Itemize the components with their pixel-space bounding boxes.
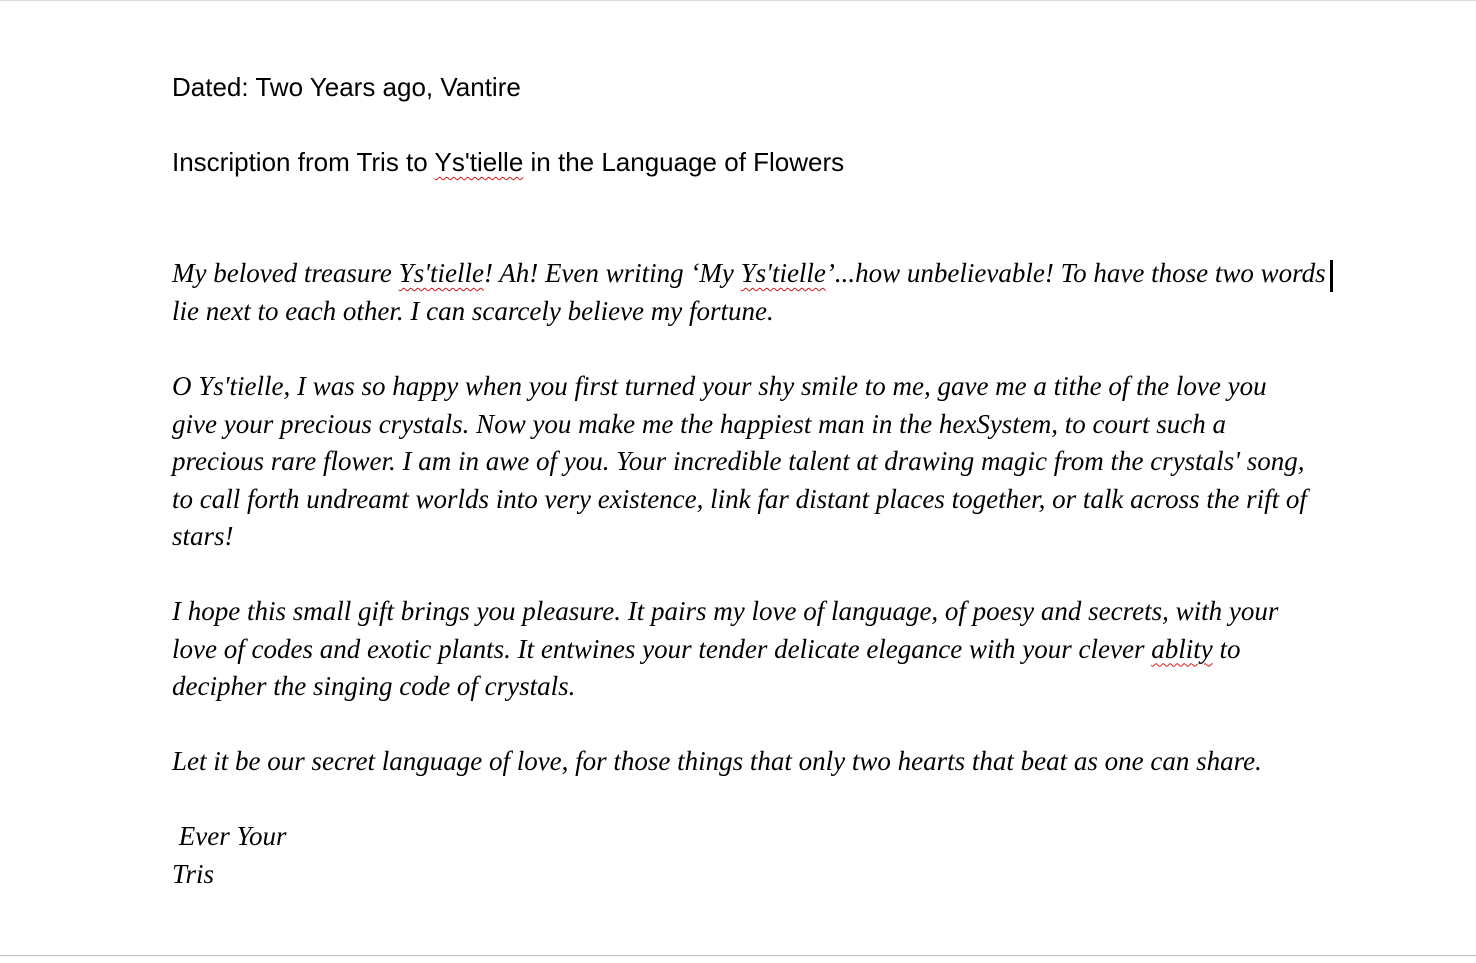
letter-text: to (1212, 633, 1241, 664)
letter-paragraph-2 (172, 368, 1307, 556)
letter-text: love of codes and exotic plants. It entwines your tender delicate elegance with your clever (172, 633, 1152, 664)
bottom-border (0, 955, 1476, 956)
letter-line: to call forth undreamt worlds into very existence, link far distant places together, or talk across the rift of (172, 483, 1307, 514)
letter-line: decipher the singing code of crystals. (172, 671, 576, 701)
letter-text: ’...how unbelievable! To have those two words (825, 258, 1326, 288)
letter-line: Let it be our secret language of love, for those things that only two hearts that beat as one can share. (172, 746, 1262, 776)
letter-signoff (172, 818, 1297, 893)
misspelled-word[interactable]: Ys'tielle (434, 147, 524, 177)
letter-line: stars! (172, 521, 234, 551)
letter-line: I hope this small gift brings you pleasure. It pairs my love of language, of poesy and secrets, with your (172, 596, 1279, 626)
letter-line (172, 631, 1297, 669)
letter-paragraph-4 (172, 743, 1297, 781)
letter-text: My beloved treasure (172, 258, 399, 288)
text-cursor (1330, 260, 1333, 292)
letter-paragraph-3 (172, 593, 1297, 706)
misspelled-word[interactable]: Ys'tielle (740, 258, 826, 288)
letter-paragraph-1 (172, 255, 1326, 330)
letter-line: O Ys'tielle, I was so happy when you first turned your shy smile to me, gave me a tithe of the love you (172, 371, 1267, 401)
letter-line: precious rare flower. I am in awe of you. Your incredible talent at drawing magic from the crystals' song, (172, 446, 1305, 476)
signature: Tris (172, 858, 215, 889)
misspelled-word[interactable]: ablity (1151, 633, 1213, 664)
closing-line: Ever Your (172, 821, 287, 851)
inscription-heading (172, 147, 844, 177)
letter-text: ! Ah! Even writing ‘My (483, 258, 741, 288)
dated-line: Dated: Two Years ago, Vantire (172, 72, 521, 102)
letter-line: lie next to each other. I can scarcely believe my fortune. (172, 295, 774, 326)
inscription-text-start: Inscription from Tris to (172, 147, 435, 177)
misspelled-word[interactable]: Ys'tielle (398, 258, 484, 288)
letter-line (172, 255, 1326, 293)
letter-line: give your precious crystals. Now you make me the happiest man in the hexSystem, to court such a (172, 408, 1227, 439)
inscription-text-end: in the Language of Flowers (523, 147, 845, 177)
